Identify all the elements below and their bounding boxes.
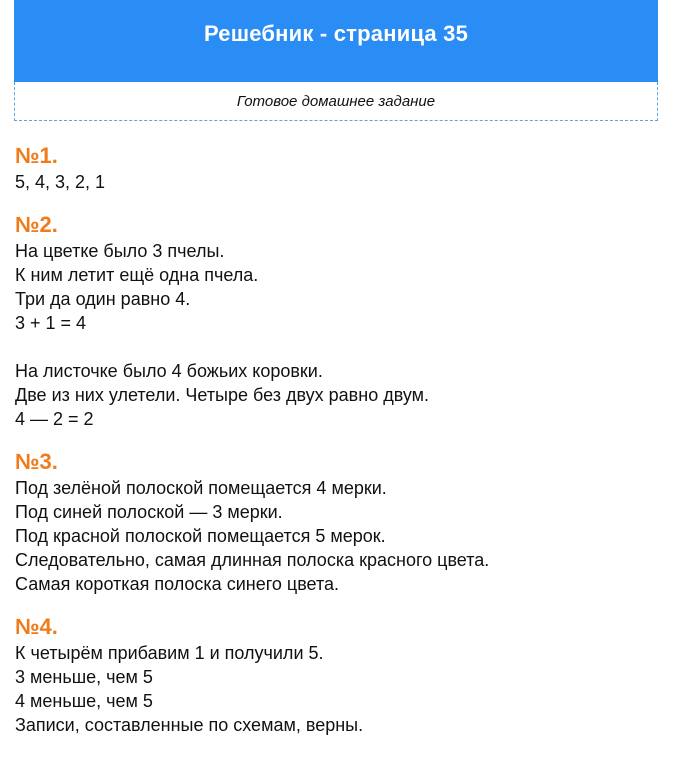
task-number: №3. — [15, 449, 58, 474]
solutions-content — [15, 142, 655, 754]
task-line: 4 меньше, чем 5 — [15, 691, 153, 711]
task-line: Три да один равно 4. — [15, 289, 191, 309]
task-line: Записи, составленные по схемам, верны. — [15, 715, 364, 735]
page-title: Решебник - страница 35 — [203, 21, 469, 46]
task-number: №4. — [15, 614, 58, 639]
task-line: Под зелёной полоской помещается 4 мерки. — [15, 478, 387, 498]
task-line: Самая короткая полоска синего цвета. — [15, 574, 340, 594]
task-number: №1. — [15, 143, 58, 168]
task-2 — [15, 211, 655, 431]
task-line: К четырём прибавим 1 и получили 5. — [15, 643, 324, 663]
task-line: 3 меньше, чем 5 — [15, 667, 153, 687]
page-header — [14, 0, 658, 82]
task-line: К ним летит ещё одна пчела. — [15, 265, 259, 285]
task-line: Под красной полоской помещается 5 мерок. — [15, 526, 386, 546]
task-3 — [15, 448, 655, 596]
task-line: Следовательно, самая длинная полоска красного цвета. — [15, 550, 490, 570]
task-line: На листочке было 4 божьих коровки. — [15, 361, 323, 381]
task-number: №2. — [15, 212, 58, 237]
page-subtitle: Готовое домашнее задание — [236, 92, 436, 110]
task-line: На цветке было 3 пчелы. — [15, 241, 225, 261]
paragraph-gap — [15, 335, 655, 359]
task-line: Под синей полоской — 3 мерки. — [15, 502, 283, 522]
task-line: 5, 4, 3, 2, 1 — [15, 172, 106, 192]
task-4 — [15, 613, 655, 737]
page-subheader — [14, 82, 658, 121]
task-line: 4 — 2 = 2 — [15, 409, 94, 429]
task-1 — [15, 142, 655, 194]
task-line: Две из них улетели. Четыре без двух равно двум. — [15, 385, 430, 405]
task-line: 3 + 1 = 4 — [15, 313, 87, 333]
